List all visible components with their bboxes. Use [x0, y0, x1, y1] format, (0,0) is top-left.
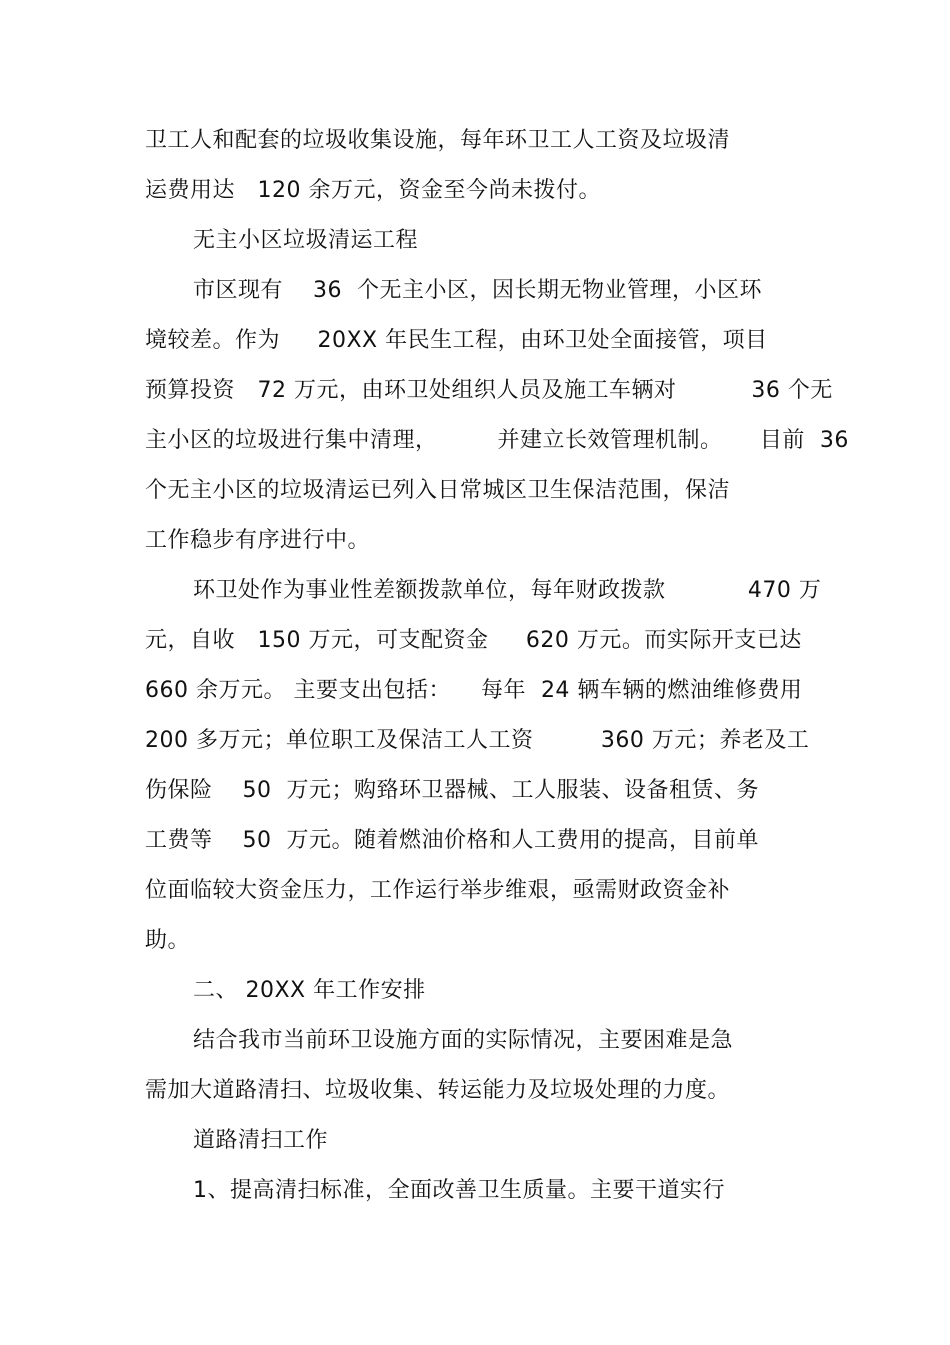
text-line: 境较差。作为 20XX 年民生工程，由环卫处全面接管，项目	[145, 328, 768, 353]
text-line: 环卫处作为事业性差额拨款单位，每年财政拨款 470 万	[193, 578, 822, 603]
text-line: 个无主小区的垃圾清运已列入日常城区卫生保洁范围，保洁	[145, 478, 731, 503]
text-line: 主小区的垃圾进行集中清理， 并建立长效管理机制。 目前 36	[145, 428, 849, 453]
text-line: 预算投资 72 万元，由环卫处组织人员及施工车辆对 36 个无	[145, 378, 833, 403]
text-line: 位面临较大资金压力，工作运行举步维艰，亟需财政资金补	[145, 878, 731, 903]
text-line: 660 余万元。 主要支出包括： 每年 24 辆车辆的燃油维修费用	[145, 678, 803, 703]
text-line: 卫工人和配套的垃圾收集设施，每年环卫工人工资及垃圾清	[145, 128, 731, 153]
text-line: 1、提高清扫标准，全面改善卫生质量。主要干道实行	[193, 1178, 725, 1203]
text-line: 200 多万元；单位职工及保洁工人工资 360 万元；养老及工	[145, 728, 810, 753]
text-line: 伤保险 50 万元；购臵环卫器械、工人服装、设备租赁、务	[145, 778, 759, 803]
text-line: 需加大道路清扫、垃圾收集、转运能力及垃圾处理的力度。	[145, 1078, 731, 1103]
section-heading: 二、 20XX 年工作安排	[193, 978, 426, 1003]
text-line: 结合我市当前环卫设施方面的实际情况，主要困难是急	[193, 1028, 734, 1053]
text-line: 运费用达 120 余万元，资金至今尚未拨付。	[145, 178, 601, 203]
text-line: 助。	[145, 928, 191, 953]
text-line: 元，自收 150 万元，可支配资金 620 万元。而实际开支已达	[145, 628, 802, 653]
section-heading: 无主小区垃圾清运工程	[193, 228, 419, 253]
text-line: 市区现有 36 个无主小区，因长期无物业管理，小区环	[193, 278, 762, 303]
section-heading: 道路清扫工作	[193, 1128, 329, 1153]
text-line: 工作稳步有序进行中。	[145, 528, 371, 553]
text-line: 工费等 50 万元。随着燃油价格和人工费用的提高，目前单	[145, 828, 759, 853]
